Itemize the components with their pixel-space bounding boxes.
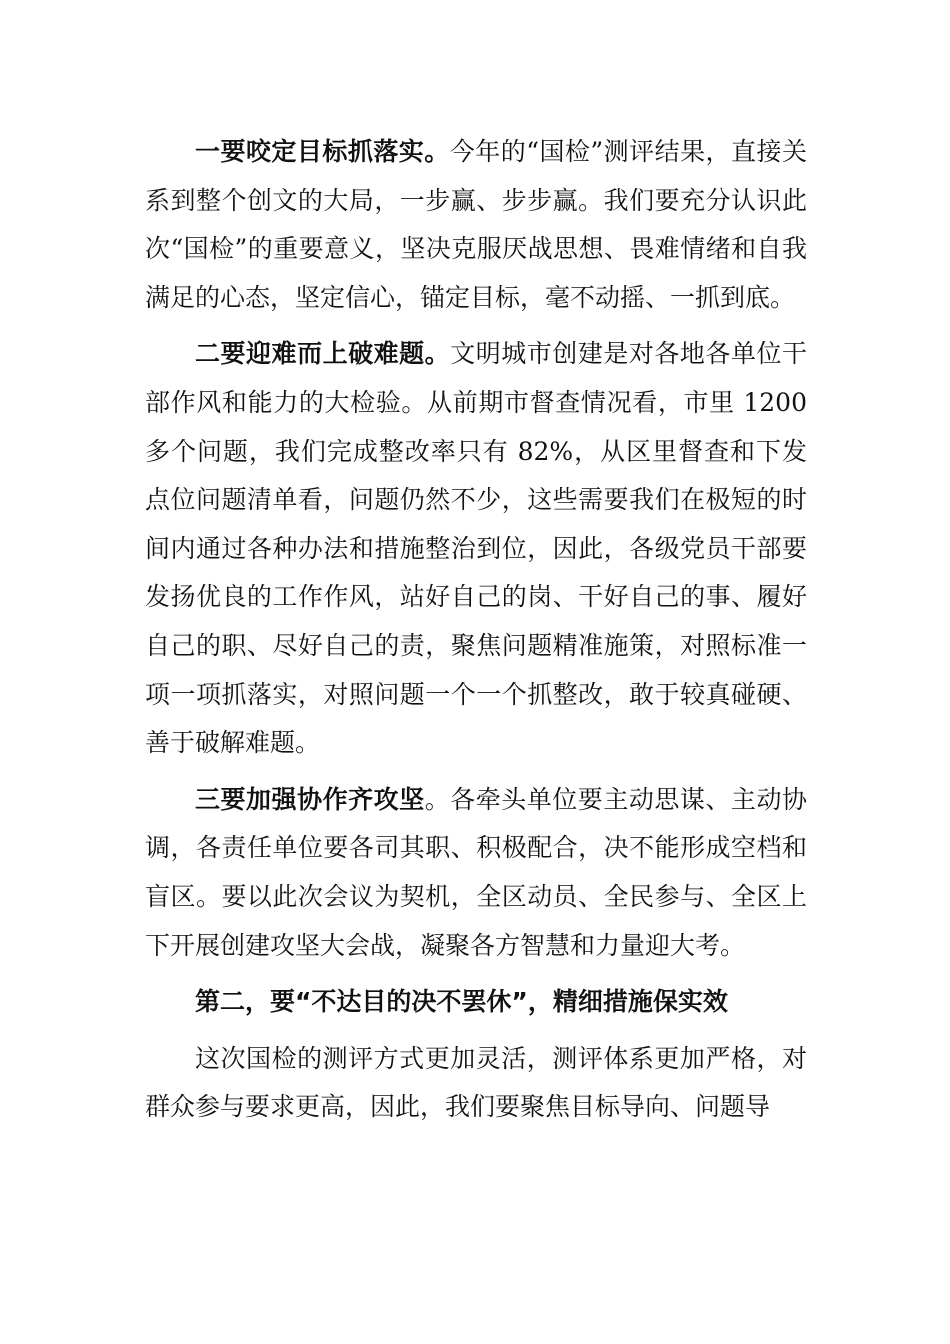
paragraph-closing: 这次国检的测评方式更加灵活，测评体系更加严格，对群众参与要求更高，因此，我们要聚焦目标导向、问题导: [145, 1043, 807, 1122]
paragraph-text: 。各牵头单位要主动思谋、主动协调，各责任单位要各司其职、积极配合，决不能形成空档和盲区。要以此次会议为契机，全区动员、全民参与、全区上下开展创建攻坚大会战，凝聚各方智慧和力量迎大考。: [145, 784, 807, 960]
paragraph-lead: 一要咬定目标抓落实。: [195, 137, 450, 166]
paragraph-target: [145, 128, 807, 322]
paragraph-difficulty: [145, 330, 807, 767]
paragraph-lead: 三要加强协作齐攻坚: [195, 784, 425, 814]
paragraph-cooperation: [145, 776, 807, 970]
section-heading: 第二，要“不达目的决不罢休”，精细措施保实效: [195, 987, 728, 1017]
paragraph-text: 文明城市创建是对各地各单位干部作风和能力的大检验。从前期市督查情况看，市里 1200 多个问题，我们完成整改率只有 82%，从区里督查和下发点位问题清单看，问题仍然不少，这些需要我们在极短的时间内通过各种办法和措施整治到位，因此，各级党员干部要发扬优良的工作作风，站好自己的岗、干好自己的事、履好自己的职、尽好自己的责，聚焦问题精准施策，对照标准一项一项抓落实，对照问题一个一个抓整改，敢于较真碰硬、善于破解难题。: [145, 339, 807, 758]
paragraph-lead: 二要迎难而上破难题。: [195, 339, 451, 369]
document-body: [145, 128, 807, 1132]
paragraph-text: 今年的“国检”测评结果，直接关系到整个创文的大局，一步赢、步步赢。我们要充分认识此次“国检”的重要意义，坚决克服厌战思想、畏难情绪和自我满足的心态，坚定信心，锚定目标，毫不动摇、一抓到底。: [145, 137, 807, 312]
